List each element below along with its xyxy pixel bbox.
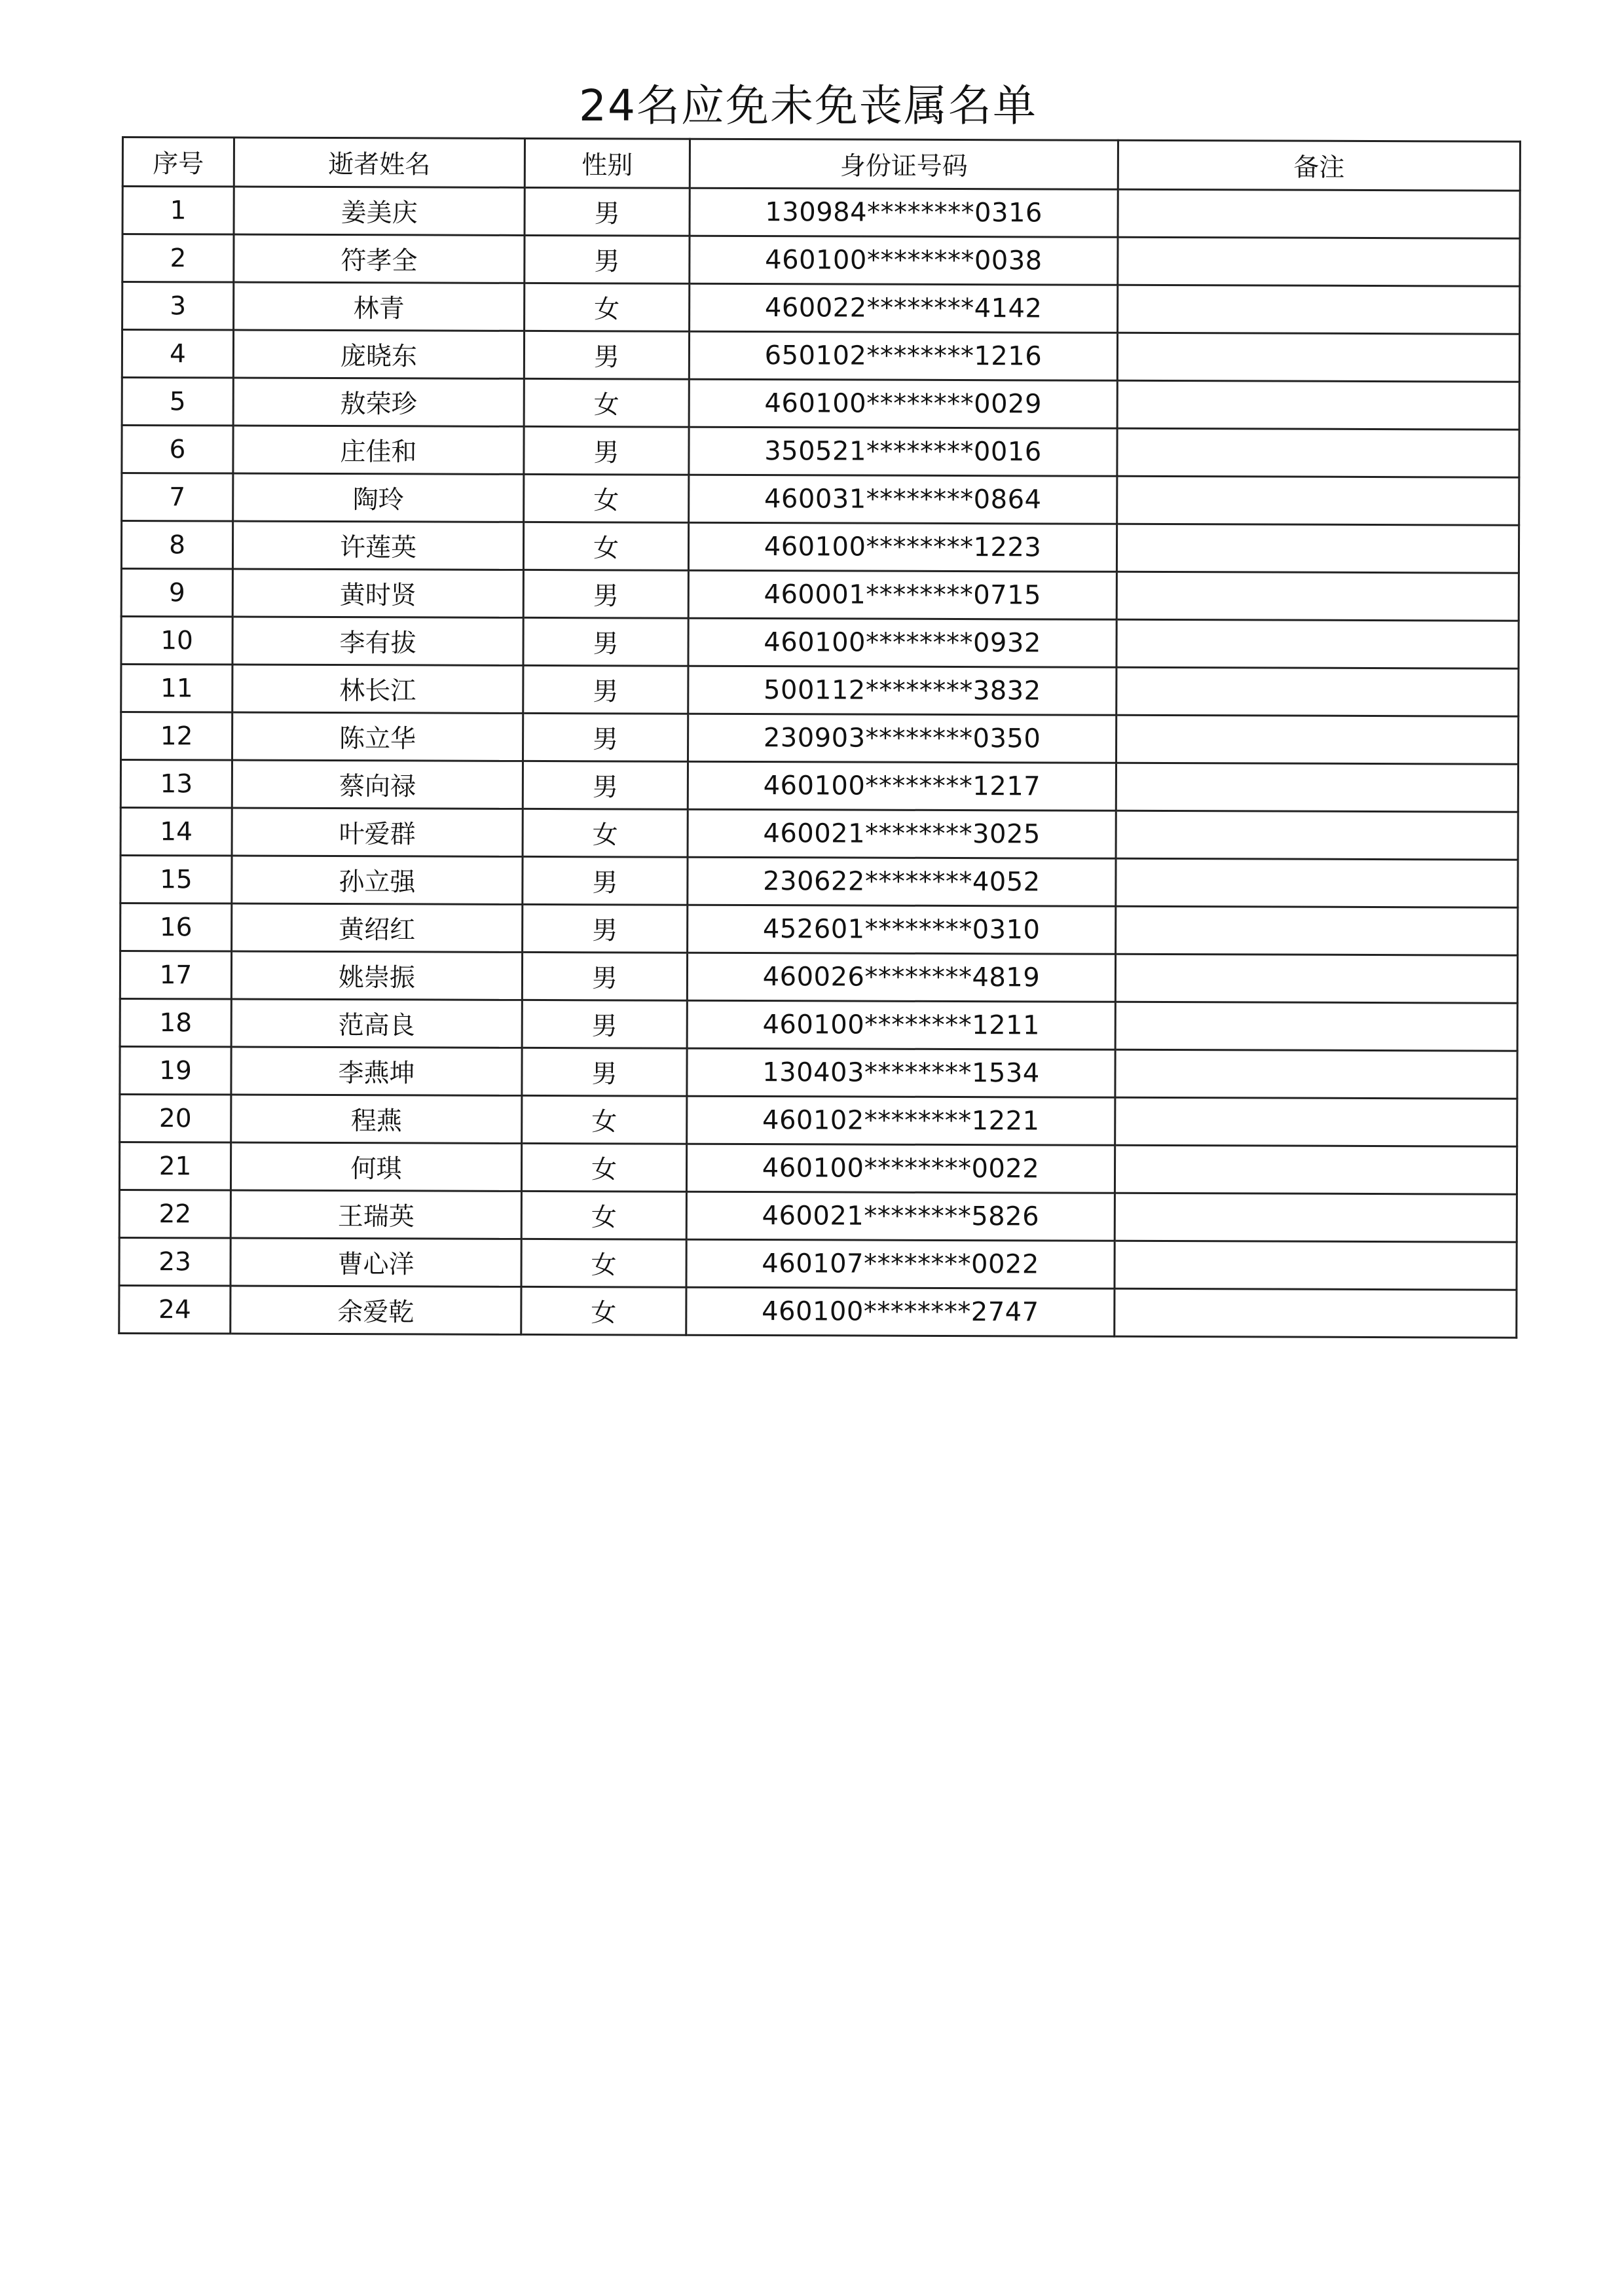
cell-serial-number: 11 [121,665,232,713]
cell-serial-number: 16 [120,903,232,951]
cell-serial-number: 22 [119,1190,231,1238]
cell-gender: 男 [523,570,688,618]
cell-id-number: 460026********4819 [687,953,1115,1002]
cell-id-number: 650102********1216 [689,331,1117,380]
cell-serial-number: 5 [122,378,233,426]
cell-gender: 女 [525,283,690,331]
table-row [122,187,1520,239]
cell-serial-number: 14 [120,807,232,856]
cell-deceased-name: 李有拔 [232,617,523,665]
cell-deceased-name: 程燕 [231,1095,522,1143]
header-serial-number: 序号 [122,137,234,187]
cell-remarks [1115,1002,1517,1051]
cell-deceased-name: 符孝全 [234,234,525,283]
cell-id-number: 460031********0864 [689,475,1117,524]
cell-gender: 男 [522,952,687,1000]
cell-gender: 女 [524,474,689,522]
cell-gender: 男 [523,665,688,714]
cell-gender: 男 [523,617,688,666]
cell-deceased-name: 敖荣珍 [233,378,524,426]
cell-gender: 女 [523,522,688,570]
cell-id-number: 230622********4052 [688,857,1116,906]
cell-serial-number: 3 [122,282,234,331]
table-row [122,426,1519,478]
cell-remarks [1115,1049,1517,1099]
cell-deceased-name: 范高良 [231,999,522,1048]
cell-remarks [1116,572,1519,621]
table-row [122,234,1520,287]
cell-deceased-name: 黄绍红 [232,903,523,952]
cell-serial-number: 13 [120,760,232,809]
cell-remarks [1116,763,1518,812]
cell-id-number: 460100********0038 [690,236,1118,285]
cell-gender: 男 [523,856,688,905]
cell-serial-number: 20 [120,1094,231,1142]
cell-remarks [1118,189,1520,238]
cell-id-number: 460100********0932 [688,618,1116,667]
cell-deceased-name: 林青 [234,282,525,331]
table-row [120,1094,1517,1146]
cell-serial-number: 19 [120,1046,231,1095]
table-row [120,760,1518,812]
cell-deceased-name: 庄佳和 [233,426,524,474]
cell-remarks [1117,380,1519,429]
cell-id-number: 130984********0316 [690,188,1118,237]
cell-id-number: 460021********5826 [686,1192,1115,1241]
table-row [121,665,1519,717]
cell-deceased-name: 曹心洋 [231,1238,521,1286]
table-row [120,807,1518,860]
cell-deceased-name: 李燕坤 [231,1047,522,1095]
cell-id-number: 460100********1211 [687,1000,1115,1049]
cell-gender: 女 [522,1095,687,1144]
cell-remarks [1118,237,1520,286]
table-row [122,378,1519,430]
cell-remarks [1115,1097,1517,1146]
cell-deceased-name: 王瑞英 [231,1190,521,1239]
table-header-row [122,137,1520,191]
table-row [121,569,1519,621]
cell-deceased-name: 林长江 [232,665,523,713]
cell-gender: 男 [522,1000,687,1048]
cell-deceased-name: 叶爱群 [232,808,523,856]
table-row [119,1285,1517,1338]
table-row [119,1190,1517,1242]
cell-id-number: 130403********1534 [687,1048,1115,1097]
cell-gender: 女 [521,1143,686,1192]
cell-serial-number: 1 [122,187,234,235]
cell-gender: 男 [523,713,688,761]
cell-deceased-name: 孙立强 [232,856,523,904]
cell-serial-number: 24 [119,1285,231,1334]
table-row [120,1046,1517,1099]
cell-serial-number: 18 [120,998,231,1047]
table-row [121,521,1519,574]
cell-serial-number: 9 [121,569,232,617]
cell-serial-number: 15 [120,855,232,903]
cell-remarks [1115,1288,1517,1338]
cell-deceased-name: 蔡向禄 [232,760,523,809]
cell-serial-number: 7 [122,473,233,522]
cell-remarks [1116,524,1519,573]
roster-table-container [118,136,1519,1339]
cell-serial-number: 6 [122,426,233,474]
cell-remarks [1117,428,1519,477]
cell-id-number: 460021********3025 [688,809,1116,858]
page-title: 24名应免未免丧属名单 [579,81,1037,131]
table-row [121,712,1519,765]
cell-serial-number: 21 [119,1142,231,1190]
table-row [120,998,1517,1051]
table-row [122,473,1519,526]
table-row [119,1237,1517,1290]
cell-deceased-name: 黄时贤 [232,569,523,617]
cell-deceased-name: 许莲英 [232,521,523,570]
cell-serial-number: 4 [122,330,233,378]
cell-remarks [1115,1193,1517,1242]
cell-gender: 女 [523,809,688,857]
header-id-number: 身份证号码 [690,139,1118,189]
cell-id-number: 230903********0350 [688,714,1116,763]
table-row [122,330,1519,382]
cell-serial-number: 10 [121,617,232,665]
cell-serial-number: 12 [121,712,232,761]
table-row [120,903,1518,955]
cell-id-number: 460001********0715 [688,570,1116,619]
cell-remarks [1116,715,1519,764]
cell-remarks [1117,476,1519,525]
table-row [122,282,1520,335]
cell-remarks [1115,1145,1517,1194]
cell-remarks [1117,333,1519,382]
header-remarks: 备注 [1118,140,1520,191]
cell-id-number: 350521********0016 [689,427,1117,476]
header-gender: 性别 [525,138,690,188]
cell-id-number: 460100********0029 [689,379,1117,428]
cell-gender: 男 [525,187,690,236]
cell-gender: 女 [524,378,689,427]
cell-remarks [1118,285,1520,334]
cell-id-number: 460107********0022 [686,1239,1115,1288]
cell-gender: 男 [523,904,688,953]
cell-remarks [1116,811,1518,860]
cell-gender: 女 [521,1239,686,1287]
header-deceased-name: 逝者姓名 [234,137,525,187]
cell-deceased-name: 陈立华 [232,712,523,761]
cell-serial-number: 23 [119,1237,231,1286]
table-row [120,855,1518,907]
cell-deceased-name: 庞晓东 [233,330,524,378]
cell-deceased-name: 陶玲 [233,473,524,522]
cell-deceased-name: 姜美庆 [234,187,525,235]
cell-gender: 男 [523,761,688,809]
roster-table [118,136,1521,1339]
table-body [119,187,1520,1338]
cell-id-number: 460100********0022 [686,1144,1115,1193]
cell-id-number: 460102********1221 [687,1096,1115,1145]
table-row [120,951,1517,1003]
cell-id-number: 460022********4142 [690,283,1118,333]
cell-serial-number: 17 [120,951,231,999]
cell-remarks [1115,1241,1517,1290]
cell-remarks [1116,619,1519,668]
cell-deceased-name: 何琪 [231,1142,521,1191]
cell-gender: 女 [521,1286,686,1335]
cell-remarks [1115,954,1517,1003]
cell-remarks [1116,858,1518,907]
cell-serial-number: 8 [121,521,232,570]
cell-id-number: 500112********3832 [688,666,1116,715]
cell-id-number: 460100********2747 [686,1287,1115,1336]
cell-id-number: 460100********1217 [688,761,1116,811]
table-row [121,617,1519,669]
cell-deceased-name: 姚崇振 [231,951,522,1000]
cell-gender: 女 [521,1191,686,1239]
cell-serial-number: 2 [122,234,234,283]
cell-gender: 男 [524,331,689,379]
cell-gender: 男 [524,426,689,475]
cell-gender: 男 [525,235,690,283]
cell-gender: 男 [522,1048,687,1096]
cell-id-number: 460100********1223 [688,522,1116,572]
table-row [119,1142,1517,1194]
cell-remarks [1116,667,1519,716]
cell-id-number: 452601********0310 [688,905,1116,954]
cell-remarks [1116,906,1518,955]
cell-deceased-name: 余爱乾 [231,1286,521,1334]
